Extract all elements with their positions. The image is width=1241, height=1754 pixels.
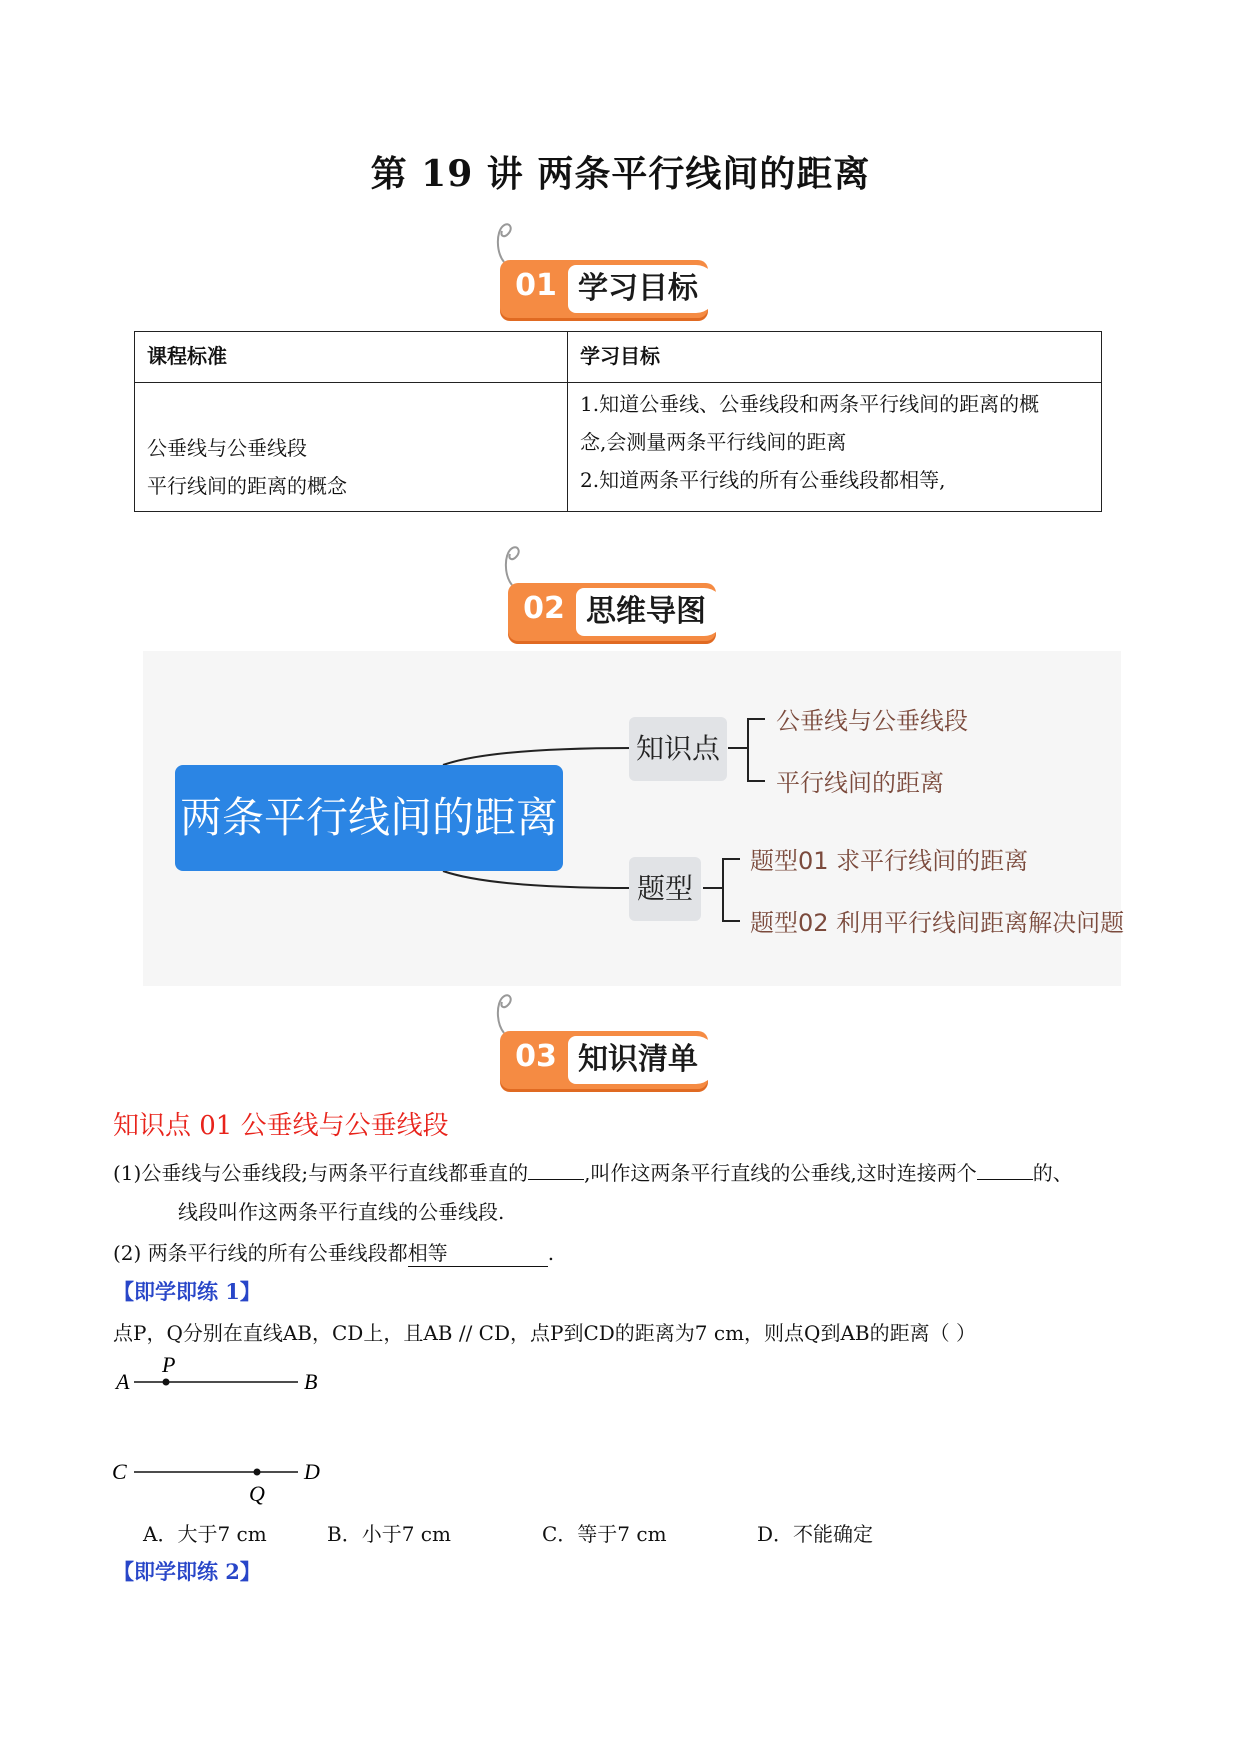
mind-map xyxy=(143,651,1125,986)
label-p: P xyxy=(162,1355,176,1377)
option-a[interactable]: A．大于7 cm xyxy=(143,1522,267,1546)
practice-question-1: 点P，Q分别在直线AB，CD上，且AB // CD，点P到CD的距离为7 cm，则点Q到AB的距离（ ） xyxy=(113,1321,976,1345)
option-d[interactable]: D．不能确定 xyxy=(757,1522,874,1546)
practice-tag-2: 【即学即练 2】 xyxy=(113,1559,261,1584)
table-header-standard: 课程标准 xyxy=(135,332,568,383)
table-header-goal: 学习目标 xyxy=(568,332,1102,383)
fill-blank xyxy=(977,1161,1033,1180)
knowledge-paragraph-1 xyxy=(113,1157,1073,1186)
label-c: C xyxy=(112,1459,127,1484)
mindmap-leaf: 题型01 求平行线间的距离 xyxy=(750,847,1029,875)
label-b: B xyxy=(304,1369,318,1394)
section-label: 学习目标 xyxy=(568,265,716,313)
fill-blank xyxy=(528,1161,584,1180)
page-title: 第 19 讲 两条平行线间的距离 xyxy=(370,153,871,195)
point-p xyxy=(163,1379,170,1386)
answer-underline xyxy=(408,1237,548,1267)
option-c[interactable]: C．等于7 cm xyxy=(542,1522,667,1546)
paperclip-icon xyxy=(498,545,528,587)
mindmap-node-types: 题型 xyxy=(629,857,701,921)
paragraph-text: 的、 xyxy=(1032,1161,1073,1185)
mindmap-center: 两条平行线间的距离 xyxy=(175,765,563,871)
parallel-lines-figure xyxy=(108,1355,348,1505)
section-label: 思维导图 xyxy=(576,588,724,636)
paragraph-text: (2) 两条平行线的所有公垂线段都 xyxy=(113,1241,408,1265)
section-badge-goals xyxy=(470,222,730,312)
table-cell-goal xyxy=(568,383,1102,512)
paragraph-text: ,叫作这两条平行直线的公垂线,这时连接两个 xyxy=(584,1161,977,1185)
section-number: 02 xyxy=(523,591,565,626)
label-a: A xyxy=(116,1369,130,1394)
paragraph-text: . xyxy=(547,1241,555,1265)
goal-line: 1.知道公垂线、公垂线段和两条平行线间的距离的概 xyxy=(580,392,1040,416)
answer-text: 相等 xyxy=(407,1241,448,1265)
paragraph-text: (1)公垂线与公垂线段;与两条平行直线都垂直的 xyxy=(113,1161,529,1185)
goal-line: 念,会测量两条平行线间的距离 xyxy=(580,430,847,454)
knowledge-paragraph-2 xyxy=(113,1237,554,1267)
section-badge-knowledge xyxy=(470,993,730,1083)
section-number: 03 xyxy=(515,1039,557,1074)
paperclip-icon xyxy=(490,993,520,1035)
section-label: 知识清单 xyxy=(568,1036,716,1084)
standard-line: 平行线间的距离的概念 xyxy=(147,474,347,498)
mindmap-leaf: 题型02 利用平行线间距离解决问题 xyxy=(750,909,1125,937)
section-number: 01 xyxy=(515,268,557,303)
option-b[interactable]: B．小于7 cm xyxy=(327,1522,451,1546)
mindmap-node-knowledge: 知识点 xyxy=(629,717,727,781)
goals-table xyxy=(134,331,1102,512)
knowledge-paragraph-1-cont: 线段叫作这两条平行直线的公垂线段. xyxy=(178,1200,505,1224)
table-cell-standard xyxy=(135,383,568,512)
label-q: Q xyxy=(249,1481,265,1505)
standard-line: 公垂线与公垂线段 xyxy=(147,436,307,460)
knowledge-point-title: 知识点 01 公垂线与公垂线段 xyxy=(113,1111,449,1141)
mindmap-leaf: 平行线间的距离 xyxy=(776,769,944,797)
practice-tag-1: 【即学即练 1】 xyxy=(113,1279,261,1304)
point-q xyxy=(254,1469,261,1476)
goal-line: 2.知道两条平行线的所有公垂线段都相等, xyxy=(580,468,946,492)
section-badge-mindmap xyxy=(478,545,738,635)
paperclip-icon xyxy=(490,222,520,264)
label-d: D xyxy=(304,1459,320,1484)
mindmap-leaf: 公垂线与公垂线段 xyxy=(776,707,968,735)
